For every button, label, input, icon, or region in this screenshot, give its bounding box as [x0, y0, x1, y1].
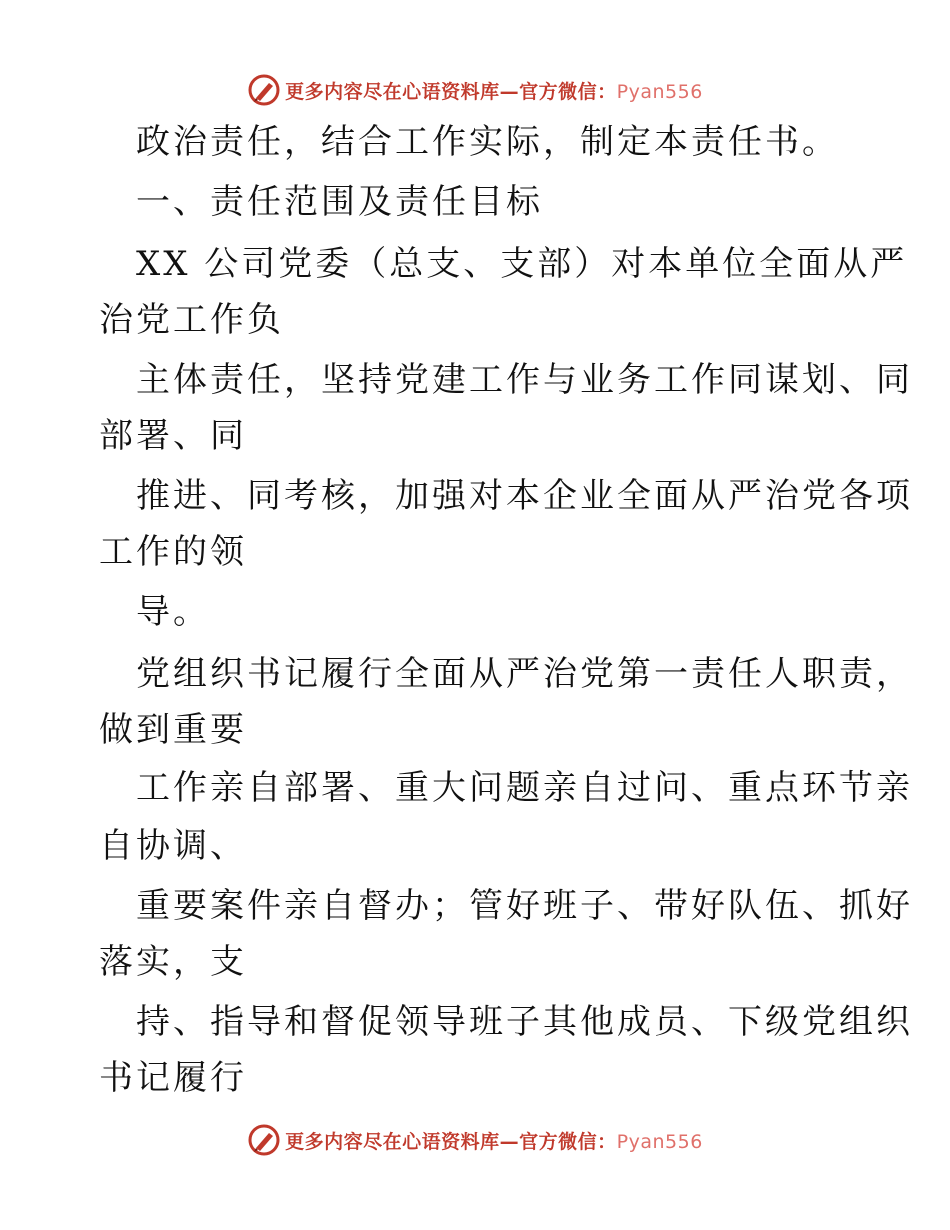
- text-line: XX 公司党委（总支、支部）对本单位全面从严: [136, 244, 908, 284]
- text-line: 落实，支: [99, 942, 247, 982]
- text-line: 持、指导和督促领导班子其他成员、下级党组织: [136, 1002, 913, 1042]
- footer-banner-text: 更多内容尽在心语资料库—官方微信：: [285, 1130, 617, 1153]
- text-line: 推进、同考核，加强对本企业全面从严治党各项: [136, 476, 913, 516]
- text-line: 政治责任，结合工作实际，制定本责任书。: [136, 122, 839, 162]
- text-line: 部署、同: [99, 416, 247, 456]
- header-banner-handle: Pyan556: [616, 80, 703, 103]
- text-line: 主体责任，坚持党建工作与业务工作同谋划、同: [136, 360, 913, 400]
- text-line: 做到重要: [99, 710, 247, 750]
- text-line: 工作的领: [99, 532, 247, 572]
- pen-logo-icon: [247, 1123, 281, 1157]
- footer-banner-handle: Pyan556: [616, 1130, 703, 1153]
- header-banner: [0, 70, 950, 110]
- section-heading: 一、责任范围及责任目标: [136, 182, 543, 222]
- text-line: 导。: [136, 592, 210, 632]
- header-banner-text: 更多内容尽在心语资料库—官方微信：: [285, 80, 617, 103]
- pen-logo-icon: [247, 73, 281, 107]
- footer-banner: [0, 1120, 950, 1160]
- text-line: 工作亲自部署、重大问题亲自过问、重点环节亲: [136, 768, 913, 808]
- text-line: 重要案件亲自督办；管好班子、带好队伍、抓好: [136, 886, 913, 926]
- text-line: 治党工作负: [99, 300, 284, 340]
- text-line: 书记履行: [99, 1058, 247, 1098]
- text-line: 党组织书记履行全面从严治党第一责任人职责，: [136, 654, 913, 694]
- text-line: 自协调、: [99, 826, 247, 866]
